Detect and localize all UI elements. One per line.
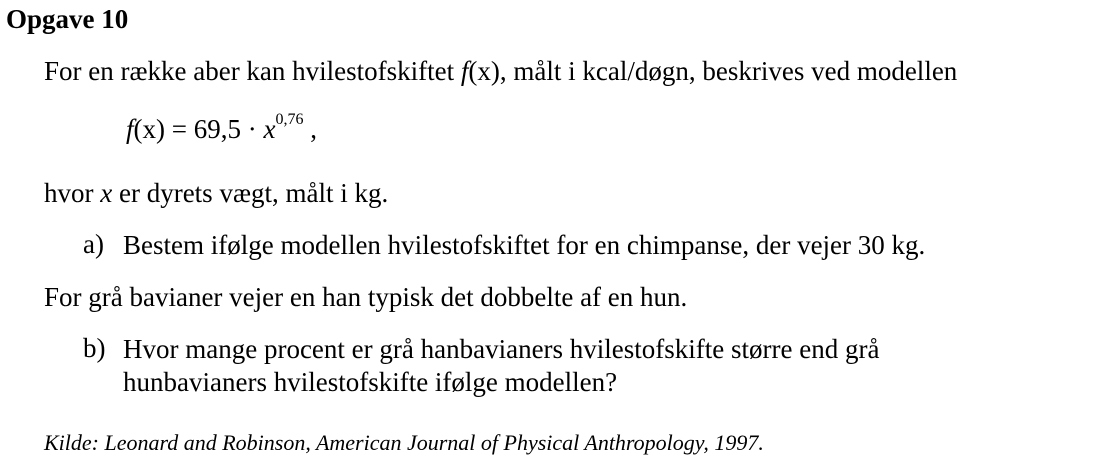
model-formula bbox=[126, 111, 317, 145]
formula-var: x bbox=[263, 114, 276, 144]
question-a-text: Bestem ifølge modellen hvilestofskiftet for en chimpanse, der vejer 30 kg. bbox=[123, 230, 926, 260]
formula-equals: = 69,5 · bbox=[165, 114, 264, 144]
intro-paren: (x) bbox=[468, 56, 500, 86]
question-b-label: b) bbox=[83, 333, 106, 363]
where-var: x bbox=[100, 178, 113, 208]
where-text bbox=[44, 177, 388, 209]
intro-text bbox=[44, 55, 957, 87]
context-b-text: For grå bavianer vejer en han typisk det dobbelte af en hun. bbox=[44, 282, 688, 312]
intro-after: , målt i kcal/døgn, beskrives ved modellen bbox=[499, 56, 958, 86]
question-b-line1: Hvor mange procent er grå hanbavianers hvilestofskifte større end grå bbox=[123, 334, 880, 364]
formula-lhs-arg: (x) bbox=[133, 114, 165, 144]
formula-lhs-f: f bbox=[126, 114, 134, 144]
exercise-title: Opgave 10 bbox=[6, 4, 129, 34]
source-citation: Kilde: Leonard and Robinson, American Journal of Physical Anthropology, 1997. bbox=[44, 430, 764, 455]
question-b-line2: hunbavianers hvilestofskifte ifølge modellen? bbox=[123, 367, 618, 397]
formula-exponent: 0,76 bbox=[275, 111, 304, 128]
where-before: hvor bbox=[44, 178, 101, 208]
formula-trail: , bbox=[303, 114, 317, 144]
where-after: er dyrets vægt, målt i kg. bbox=[112, 178, 389, 208]
question-a-label: a) bbox=[83, 229, 104, 259]
intro-func: f bbox=[460, 56, 469, 86]
intro-before: For en række aber kan hvilestofskiftet bbox=[44, 56, 461, 86]
